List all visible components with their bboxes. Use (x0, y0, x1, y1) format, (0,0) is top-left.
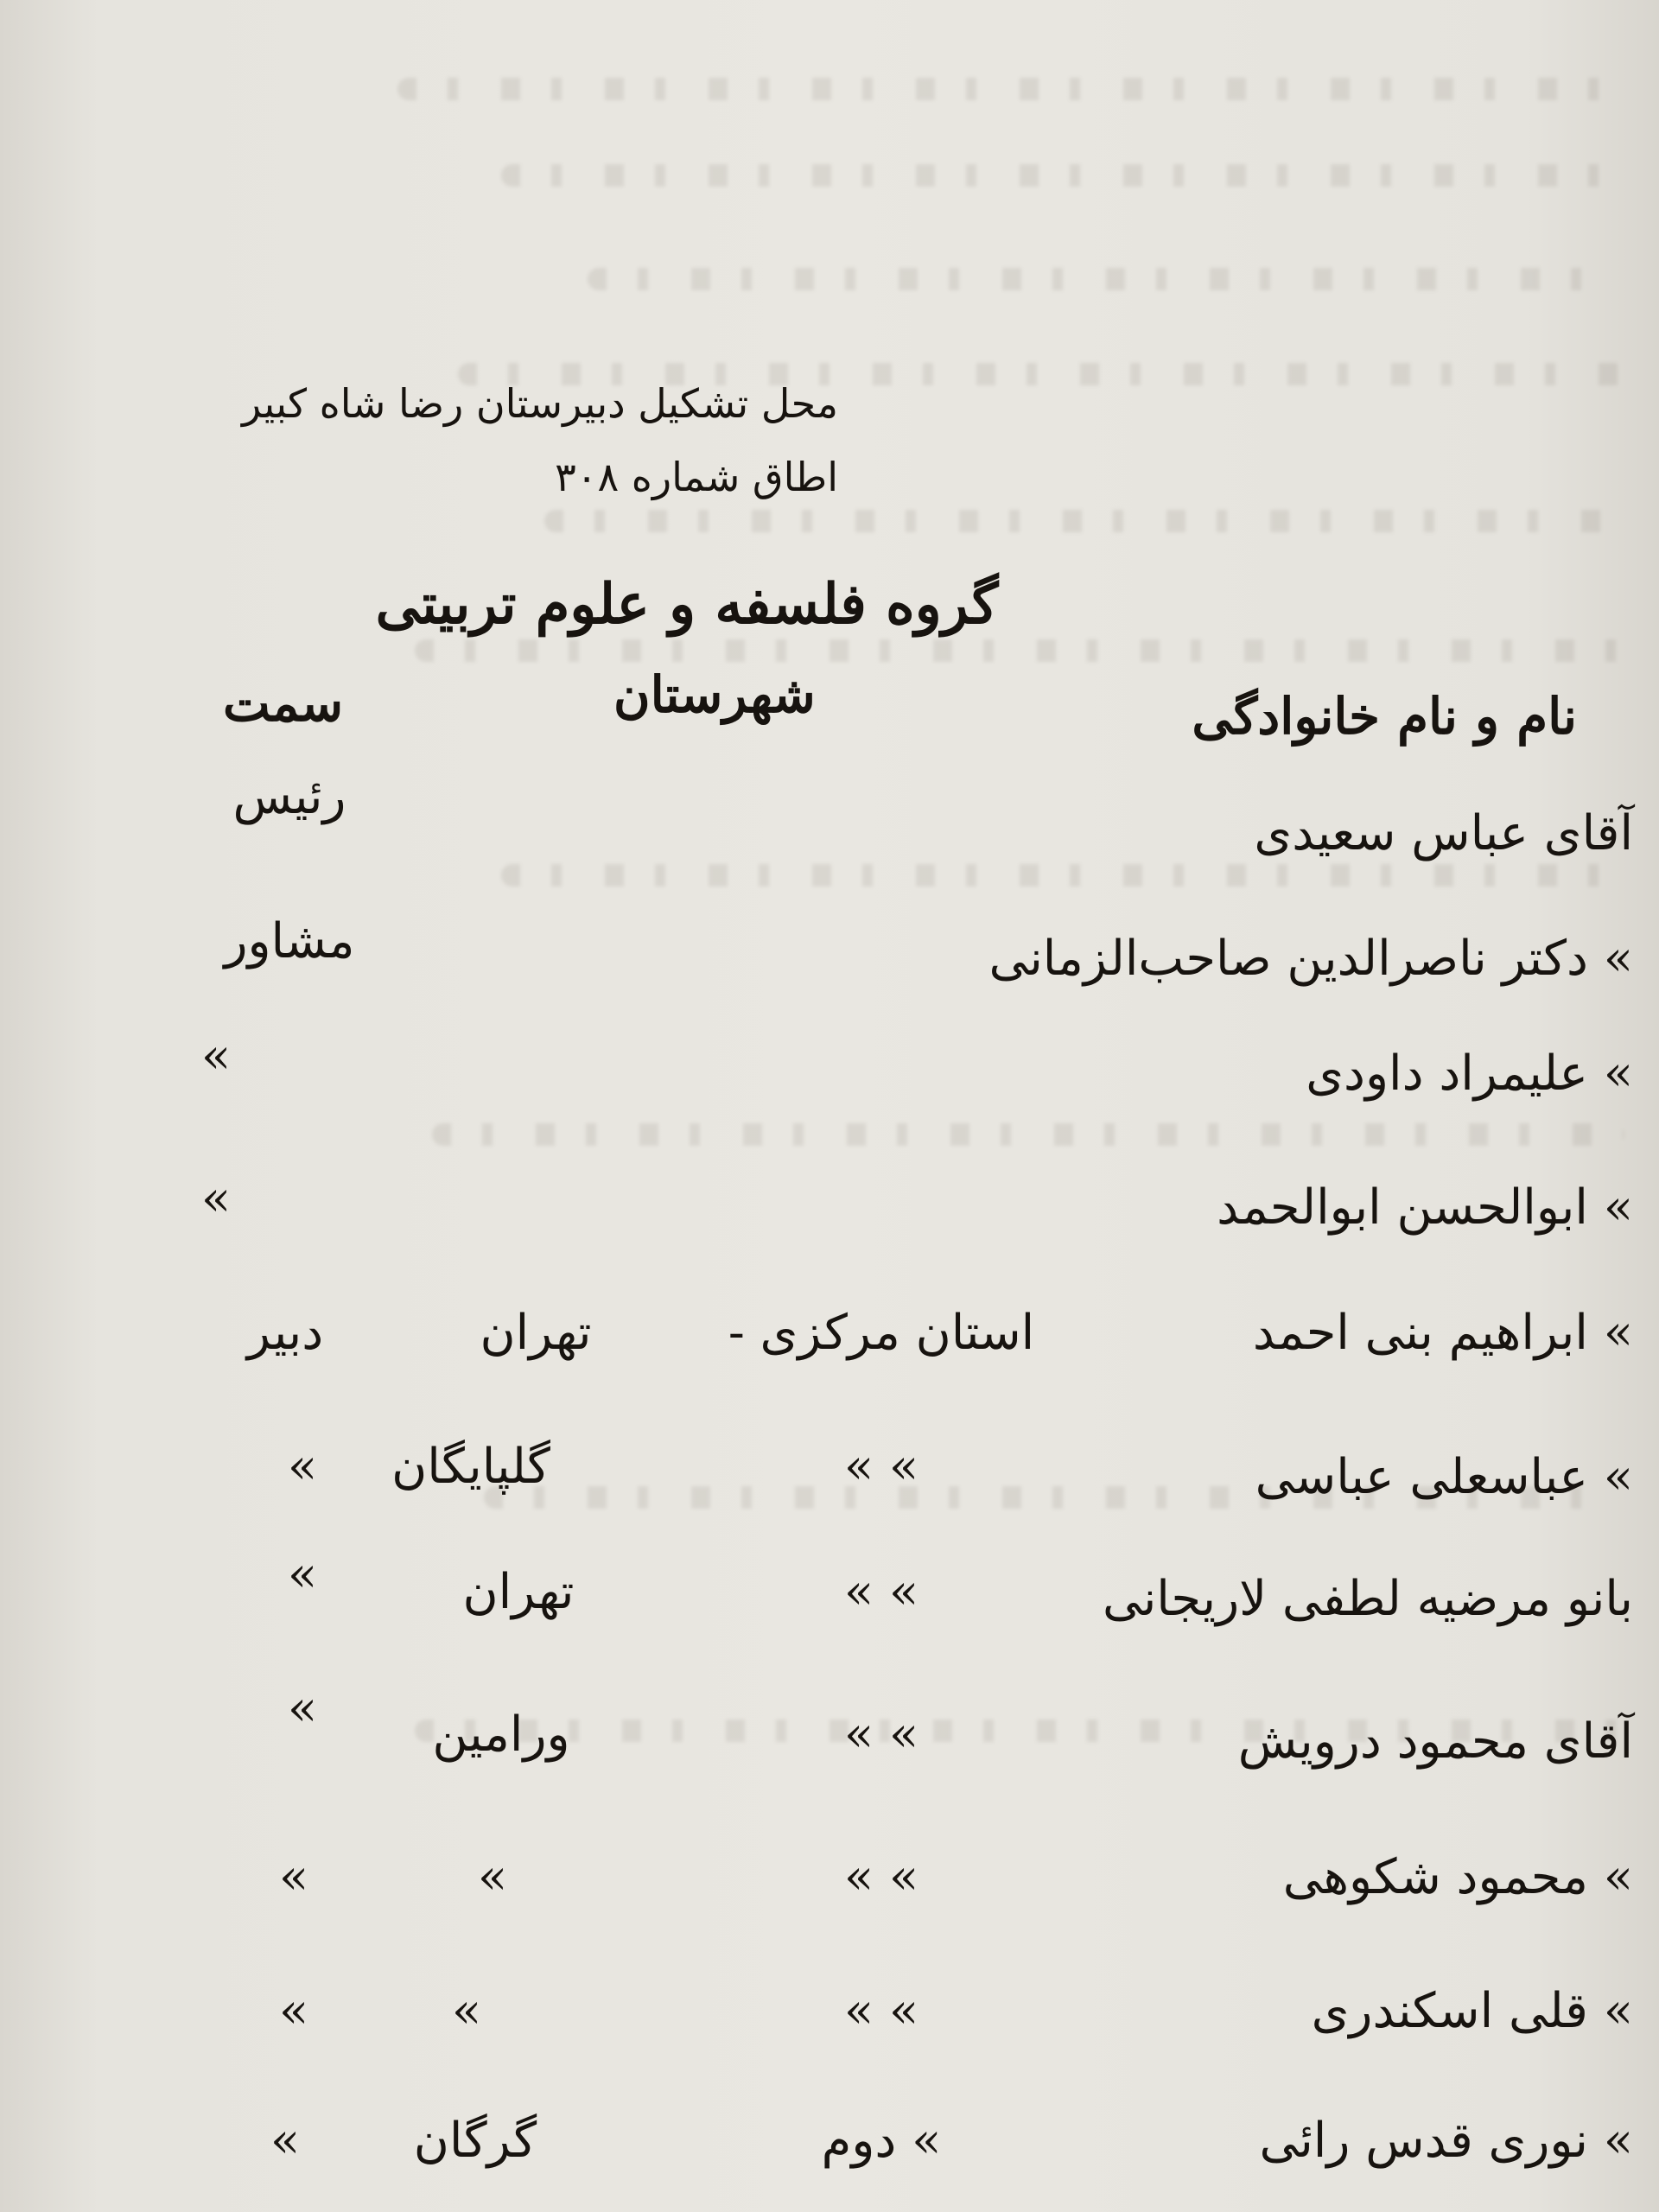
table-row (0, 1171, 1659, 1257)
member-position: » (278, 1849, 309, 1905)
member-position: » (287, 1681, 318, 1737)
member-name: » عباسعلی عباسی (1255, 1449, 1633, 1505)
member-city: گرگان (413, 2113, 537, 2169)
bleed-through-texture (415, 639, 1624, 662)
column-header-name: نام و نام خانوادگی (1192, 687, 1577, 746)
member-city: گلپایگان (391, 1439, 550, 1495)
member-province: » » (843, 1849, 919, 1905)
bleed-through-texture (588, 268, 1624, 290)
table-row (0, 1983, 1659, 2061)
member-province: استان مرکزی - (728, 1305, 1035, 1361)
member-name: » ابراهیم بنی احمد (1252, 1305, 1633, 1361)
room-line: اطاق شماره ۳۰۸ (555, 454, 838, 500)
member-name: » علیمراد داودی (1306, 1046, 1633, 1102)
member-position: » (287, 1439, 318, 1495)
member-name: » قلی اسکندری (1311, 1983, 1633, 2039)
table-row (0, 769, 1659, 873)
member-province: » » (843, 1439, 919, 1495)
column-header-city: شهرستان (613, 665, 816, 724)
member-position: مشاور (224, 913, 355, 969)
member-city: تهران (462, 1564, 575, 1620)
member-city: ورامین (432, 1707, 570, 1763)
table-row (0, 1681, 1659, 1784)
table-row (0, 1547, 1659, 1642)
member-province: » » (843, 1564, 919, 1620)
member-position: » (278, 1983, 309, 2039)
table-row (0, 913, 1659, 998)
bleed-through-texture (501, 164, 1624, 187)
member-position: دبیر (246, 1305, 324, 1361)
table-row (0, 2113, 1659, 2190)
member-name: آقای عباس سعیدی (1254, 805, 1633, 861)
member-province: » » (843, 1707, 919, 1763)
member-name: » نوری قدس رائی (1259, 2113, 1633, 2169)
venue-line: محل تشکیل دبیرستان رضا شاه کبیر (242, 380, 838, 427)
column-header-position: سمت (223, 674, 344, 733)
member-name: بانو مرضیه لطفی لاریجانی (1103, 1571, 1633, 1627)
table-row (0, 1028, 1659, 1123)
table-row (0, 1305, 1659, 1382)
member-position: رئیس (232, 769, 346, 825)
member-name: آقای محمود درویش (1237, 1713, 1633, 1770)
member-city: تهران (480, 1305, 592, 1361)
member-city: » (451, 1983, 482, 2039)
member-name: » دکتر ناصرالدین صاحب‌الزمانی (988, 931, 1633, 987)
member-name: » محمود شکوهی (1282, 1849, 1633, 1905)
bleed-through-texture (544, 510, 1624, 532)
member-position: » (270, 2113, 301, 2169)
group-title: گروه فلسفه و علوم تربیتی (375, 572, 999, 637)
member-position: » (200, 1171, 232, 1227)
bleed-through-texture (432, 1123, 1624, 1146)
member-province: » » (843, 1983, 919, 2039)
member-name: » ابوالحسن ابوالحمد (1217, 1179, 1633, 1236)
member-city: » (477, 1849, 508, 1905)
table-row (0, 1439, 1659, 1516)
bleed-through-texture (397, 78, 1624, 100)
member-province: » دوم (821, 2113, 942, 2169)
member-position: » (200, 1028, 232, 1084)
table-row (0, 1849, 1659, 1927)
member-position: » (287, 1547, 318, 1603)
